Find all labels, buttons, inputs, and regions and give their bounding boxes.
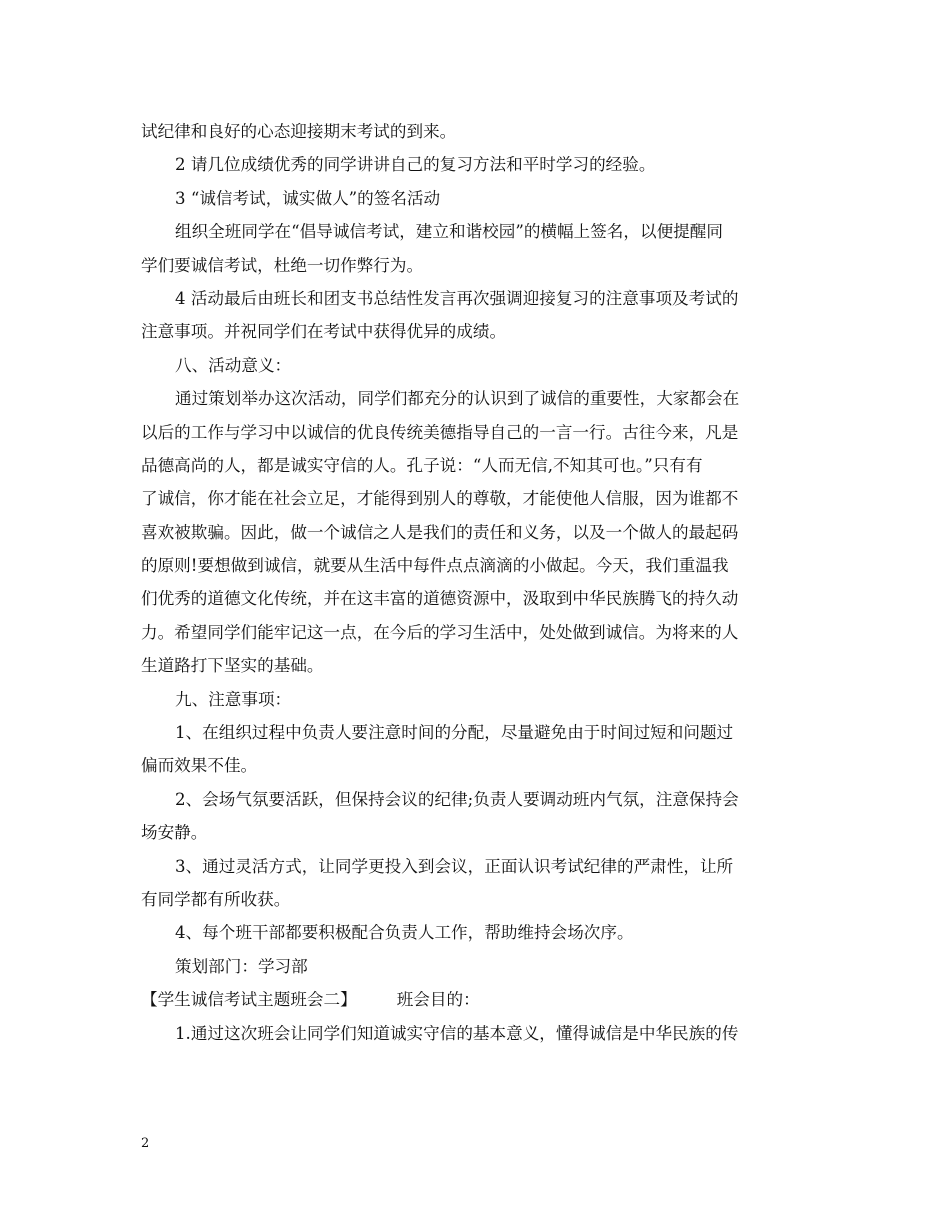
text-line: 品德高尚的人，都是诚实守信的人。孔子说：“人而无信,不知其可也。”只有有: [141, 455, 703, 475]
section-title: 九、注意事项：: [175, 689, 292, 709]
text-line: 4 活动最后由班长和团支书总结性发言再次强调迎接复习的注意事项及考试的: [175, 288, 739, 308]
document-body: [141, 115, 813, 1050]
text-line: 组织全班同学在“倡导诚信考试，建立和谐校园”的横幅上签名，以便提醒同: [175, 222, 723, 242]
text-line: 以后的工作与学习中以诚信的优良传统美德指导自己的一言一行。古往今来，凡是: [141, 422, 739, 442]
text-line: 2、会场气氛要活跃，但保持会议的纪律;负责人要调动班内气氛，注意保持会: [175, 789, 739, 809]
text-line: 3、通过灵活方式，让同学更投入到会议，正面认识考试纪律的严肃性，让所: [175, 856, 734, 876]
text-line: 4、每个班干部都要积极配合负责人工作，帮助维持会场次序。: [175, 923, 634, 943]
text-line: 场安静。: [141, 823, 208, 843]
text-line: 生道路打下坚实的基础。: [141, 656, 324, 676]
text-line: 有同学都有所收获。: [141, 889, 291, 909]
text-line: 策划部门：学习部: [175, 956, 308, 976]
text-line: 力。希望同学们能牢记这一点，在今后的学习生活中，处处做到诚信。为将来的人: [141, 622, 739, 642]
text-line: 通过策划举办这次活动，同学们都充分的认识到了诚信的重要性，大家都会在: [175, 389, 740, 409]
text-line: 偏而效果不佳。: [141, 756, 258, 776]
text-line: 学们要诚信考试，杜绝一切作弊行为。: [141, 255, 424, 275]
text-line: 们优秀的道德文化传统，并在这丰富的道德资源中，汲取到中华民族腾飞的持久动: [141, 589, 739, 609]
section-heading-subtitle: 班会目的：: [396, 990, 480, 1010]
section-heading-title: 【学生诚信考试主题班会二】: [141, 990, 357, 1010]
section-title: 八、活动意义：: [175, 355, 292, 375]
page-number: 2: [141, 1136, 150, 1151]
text-line: 1.通过这次班会让同学们知道诚实守信的基本意义，懂得诚信是中华民族的传: [175, 1023, 739, 1043]
text-line: 喜欢被欺骗。因此，做一个诚信之人是我们的责任和义务，以及一个做人的最起码: [141, 522, 739, 542]
text-line: 试纪律和良好的心态迎接期末考试的到来。: [141, 122, 457, 141]
text-line: 了诚信，你才能在社会立足，才能得到别人的尊敬，才能使他人信服，因为谁都不: [141, 489, 739, 509]
text-line: 1、在组织过程中负责人要注意时间的分配，尽量避免由于时间过短和问题过: [175, 723, 734, 743]
text-line: 2 请几位成绩优秀的同学讲讲自己的复习方法和平时学习的经验。: [175, 155, 656, 175]
text-line: 3 “诚信考试，诚实做人”的签名活动: [175, 188, 441, 208]
text-line: 的原则!要想做到诚信，就要从生活中每件点点滴滴的小做起。今天，我们重温我: [141, 556, 729, 576]
section-heading: [141, 983, 813, 1016]
text-line: 注意事项。并祝同学们在考试中获得优异的成绩。: [141, 322, 507, 342]
